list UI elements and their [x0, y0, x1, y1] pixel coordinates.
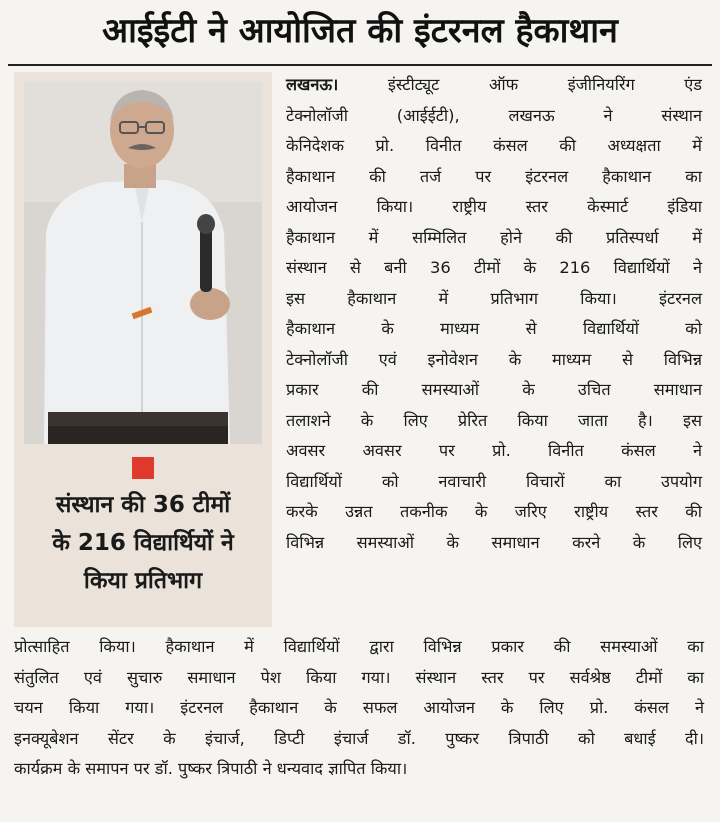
body-line: केनिदेशक प्रो. विनीत कंसल की अध्यक्षता में — [286, 136, 702, 155]
body-line: संतुलित एवं सुचारु समाधान पेश किया गया। संस्थान स्तर पर सर्वश्रेष्ठ टीमों का — [14, 667, 704, 687]
body-line: हैकाथान में सम्मिलित होने की प्रतिस्पर्धा में — [286, 227, 702, 247]
body-line: विद्यार्थियों को नवाचारी विचारों का उपयोग — [286, 471, 702, 491]
body-line: लखनऊ। इंस्टीट्यूट ऑफ इंजीनियरिंग एंड — [286, 75, 702, 94]
body-line: हैकाथान की तर्ज पर इंटरनल हैकाथान का — [286, 166, 702, 186]
speaker-illustration — [24, 82, 262, 444]
pullquote-line: के 216 विद्यार्थियों ने — [52, 530, 234, 556]
body-line: टेक्नोलॉजी एवं इनोवेशन के माध्यम से विभिन्न — [286, 349, 702, 369]
body-line: प्रोत्साहित किया। हैकाथान में विद्यार्थियों द्वारा विभिन्न प्रकार की समस्याओं का — [14, 637, 704, 656]
body-line: इस हैकाथान में प्रतिभाग किया। इंटरनल — [286, 288, 702, 308]
body-line: आयोजन किया। राष्ट्रीय स्तर केस्मार्ट इंडिया — [286, 197, 702, 216]
body-line: करके उन्नत तकनीक के जरिए राष्ट्रीय स्तर की — [286, 502, 702, 521]
photo-sidebar — [14, 72, 272, 627]
body-line: टेक्नोलॉजी (आईईटी), लखनऊ ने संस्थान — [286, 105, 702, 125]
body-line: कार्यक्रम के समापन पर डॉ. पुष्कर त्रिपाठी ने धन्यवाद ज्ञापित किया। — [14, 759, 408, 778]
article-body-column — [286, 70, 702, 558]
pullquote-line: संस्थान की 36 टीमों — [55, 492, 231, 518]
body-line: प्रकार की समस्याओं के उचित समाधान — [286, 380, 702, 399]
pullquote-line: किया प्रतिभाग — [83, 568, 203, 594]
body-line: संस्थान से बनी 36 टीमों के 216 विद्यार्थियों ने — [286, 258, 702, 277]
dateline: लखनऊ। — [286, 75, 339, 94]
body-line: इनक्यूबेशन सेंटर के इंचार्ज, डिप्टी इंचार्ज डॉ. पुष्कर त्रिपाठी को बधाई दी। — [14, 728, 704, 748]
headline: आईईटी ने आयोजित की इंटरनल हैकाथान — [102, 11, 618, 51]
body-line: अवसर अवसर पर प्रो. विनीत कंसल ने — [286, 441, 702, 460]
body-line: तलाशने के लिए प्रेरित किया जाता है। इस — [286, 410, 702, 430]
body-line: चयन किया गया। इंटरनल हैकाथान के सफल आयोजन के लिए प्रो. कंसल ने — [14, 698, 704, 717]
article-body-full-width — [14, 632, 704, 785]
headline-divider — [8, 64, 712, 66]
body-line: हैकाथान के माध्यम से विद्यार्थियों को — [286, 319, 702, 338]
pullquote — [14, 486, 272, 600]
section-marker-square — [132, 457, 154, 479]
body-line: विभिन्न समस्याओं के समाधान करने के लिए — [286, 532, 702, 552]
speaker-photo — [24, 82, 262, 444]
